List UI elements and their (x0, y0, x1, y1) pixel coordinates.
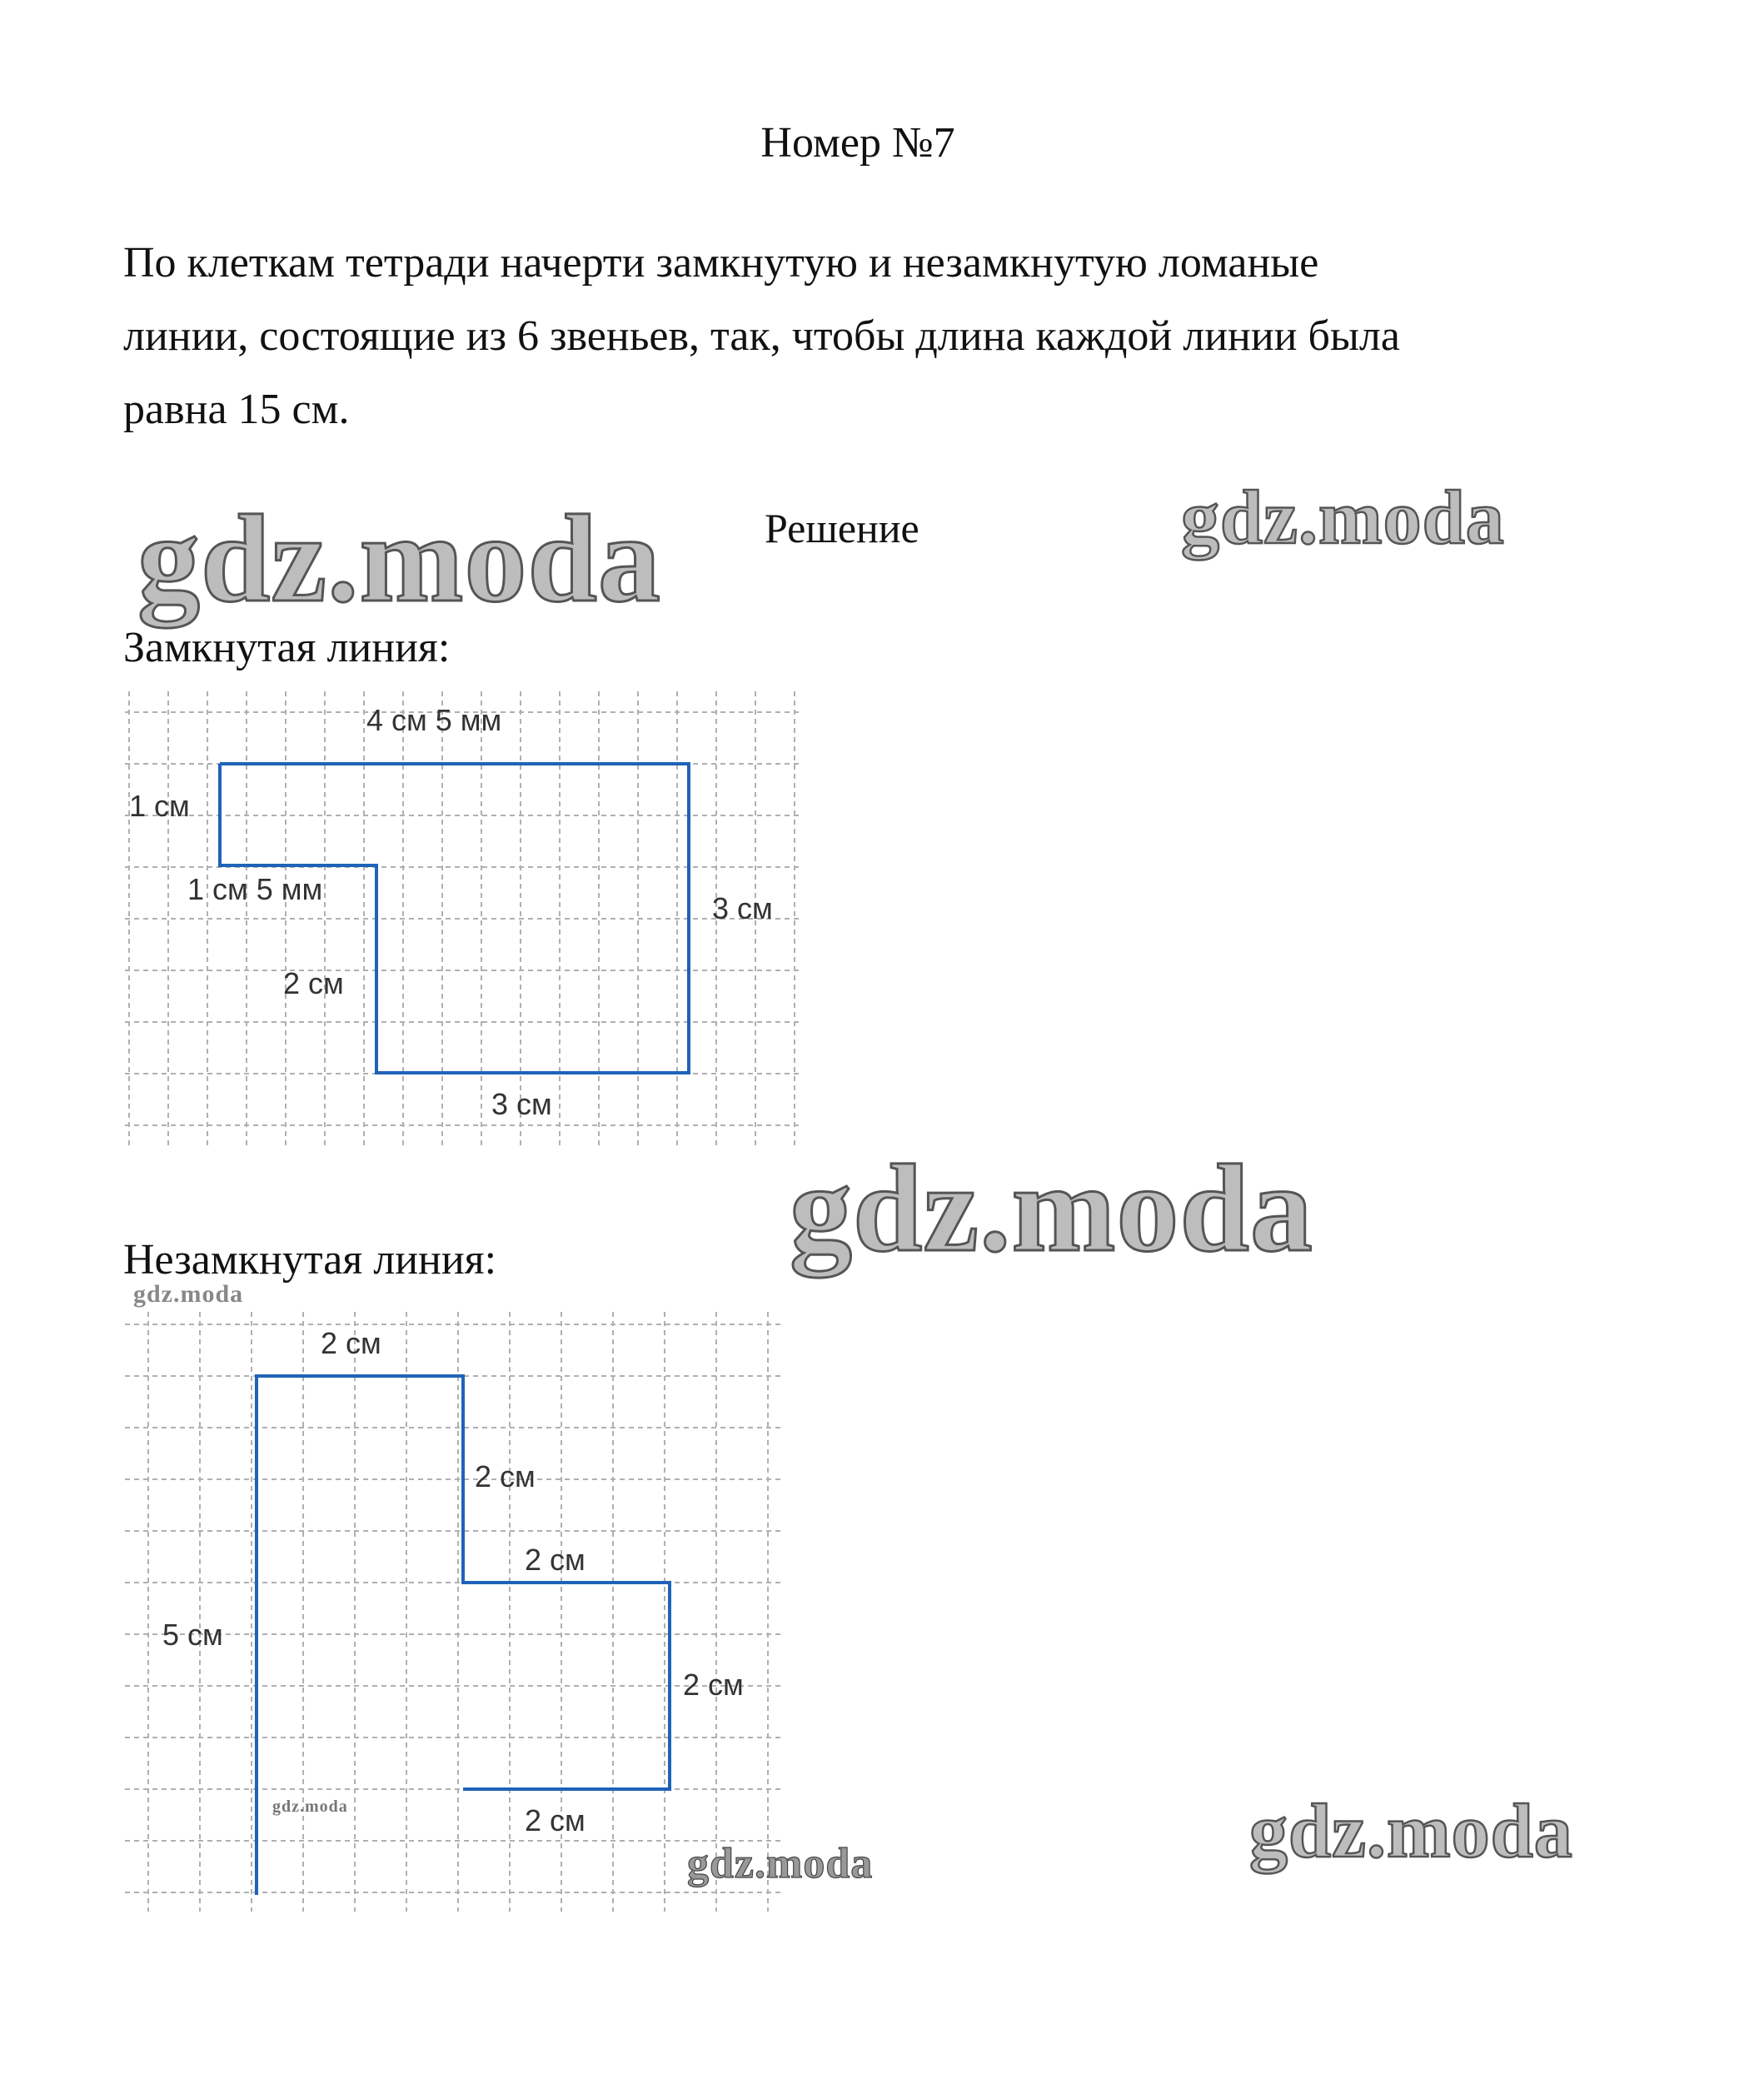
grid (125, 691, 800, 1149)
segment-label: 3 см (491, 1087, 552, 1121)
segment-label: 4 см 5 мм (366, 703, 502, 737)
segment-label: 1 см (129, 789, 190, 823)
closed-line-label: Замкнутая линия: (123, 624, 451, 671)
task-line-3: равна 15 см. (123, 386, 350, 433)
watermark-logo: gdz.moda (137, 490, 661, 628)
closed-line-figure (125, 691, 816, 1158)
page-title: Номер №7 (760, 119, 955, 167)
watermark-logo: gdz.moda (1249, 1788, 1573, 1873)
segment-label: 2 см (475, 1459, 536, 1493)
open-polyline (257, 1376, 670, 1895)
segment-label: 5 см (162, 1618, 223, 1652)
watermark-logo: gdz.moda (1181, 475, 1505, 560)
task-text (123, 227, 1656, 446)
grid (125, 1312, 783, 1912)
open-line-label: Незамкнутая линия: (123, 1236, 497, 1284)
segment-label: 1 см 5 мм (187, 872, 323, 906)
task-line-1: По клеткам тетради начерти замкнутую и незамкнутую ломаные (123, 239, 1319, 287)
watermark-logo: gdz.moda (687, 1840, 874, 1887)
segment-label: 3 см (712, 891, 773, 925)
segment-label: 2 см (321, 1326, 381, 1360)
watermark-logo: gdz.moda (790, 1139, 1313, 1278)
segment-label: 2 см (683, 1668, 744, 1702)
task-line-2: линии, состоящие из 6 звеньев, так, чтобы длина каждой линии была (123, 312, 1400, 360)
watermark-logo: gdz.moda (133, 1280, 244, 1308)
solution-heading: Решение (765, 505, 919, 551)
segment-label: 2 см (525, 1803, 586, 1837)
segment-label: 2 см (525, 1543, 586, 1577)
watermark-logo: gdz.moda (272, 1797, 348, 1816)
segment-label: 2 см (283, 966, 344, 1000)
open-line-figure (125, 1312, 791, 1920)
